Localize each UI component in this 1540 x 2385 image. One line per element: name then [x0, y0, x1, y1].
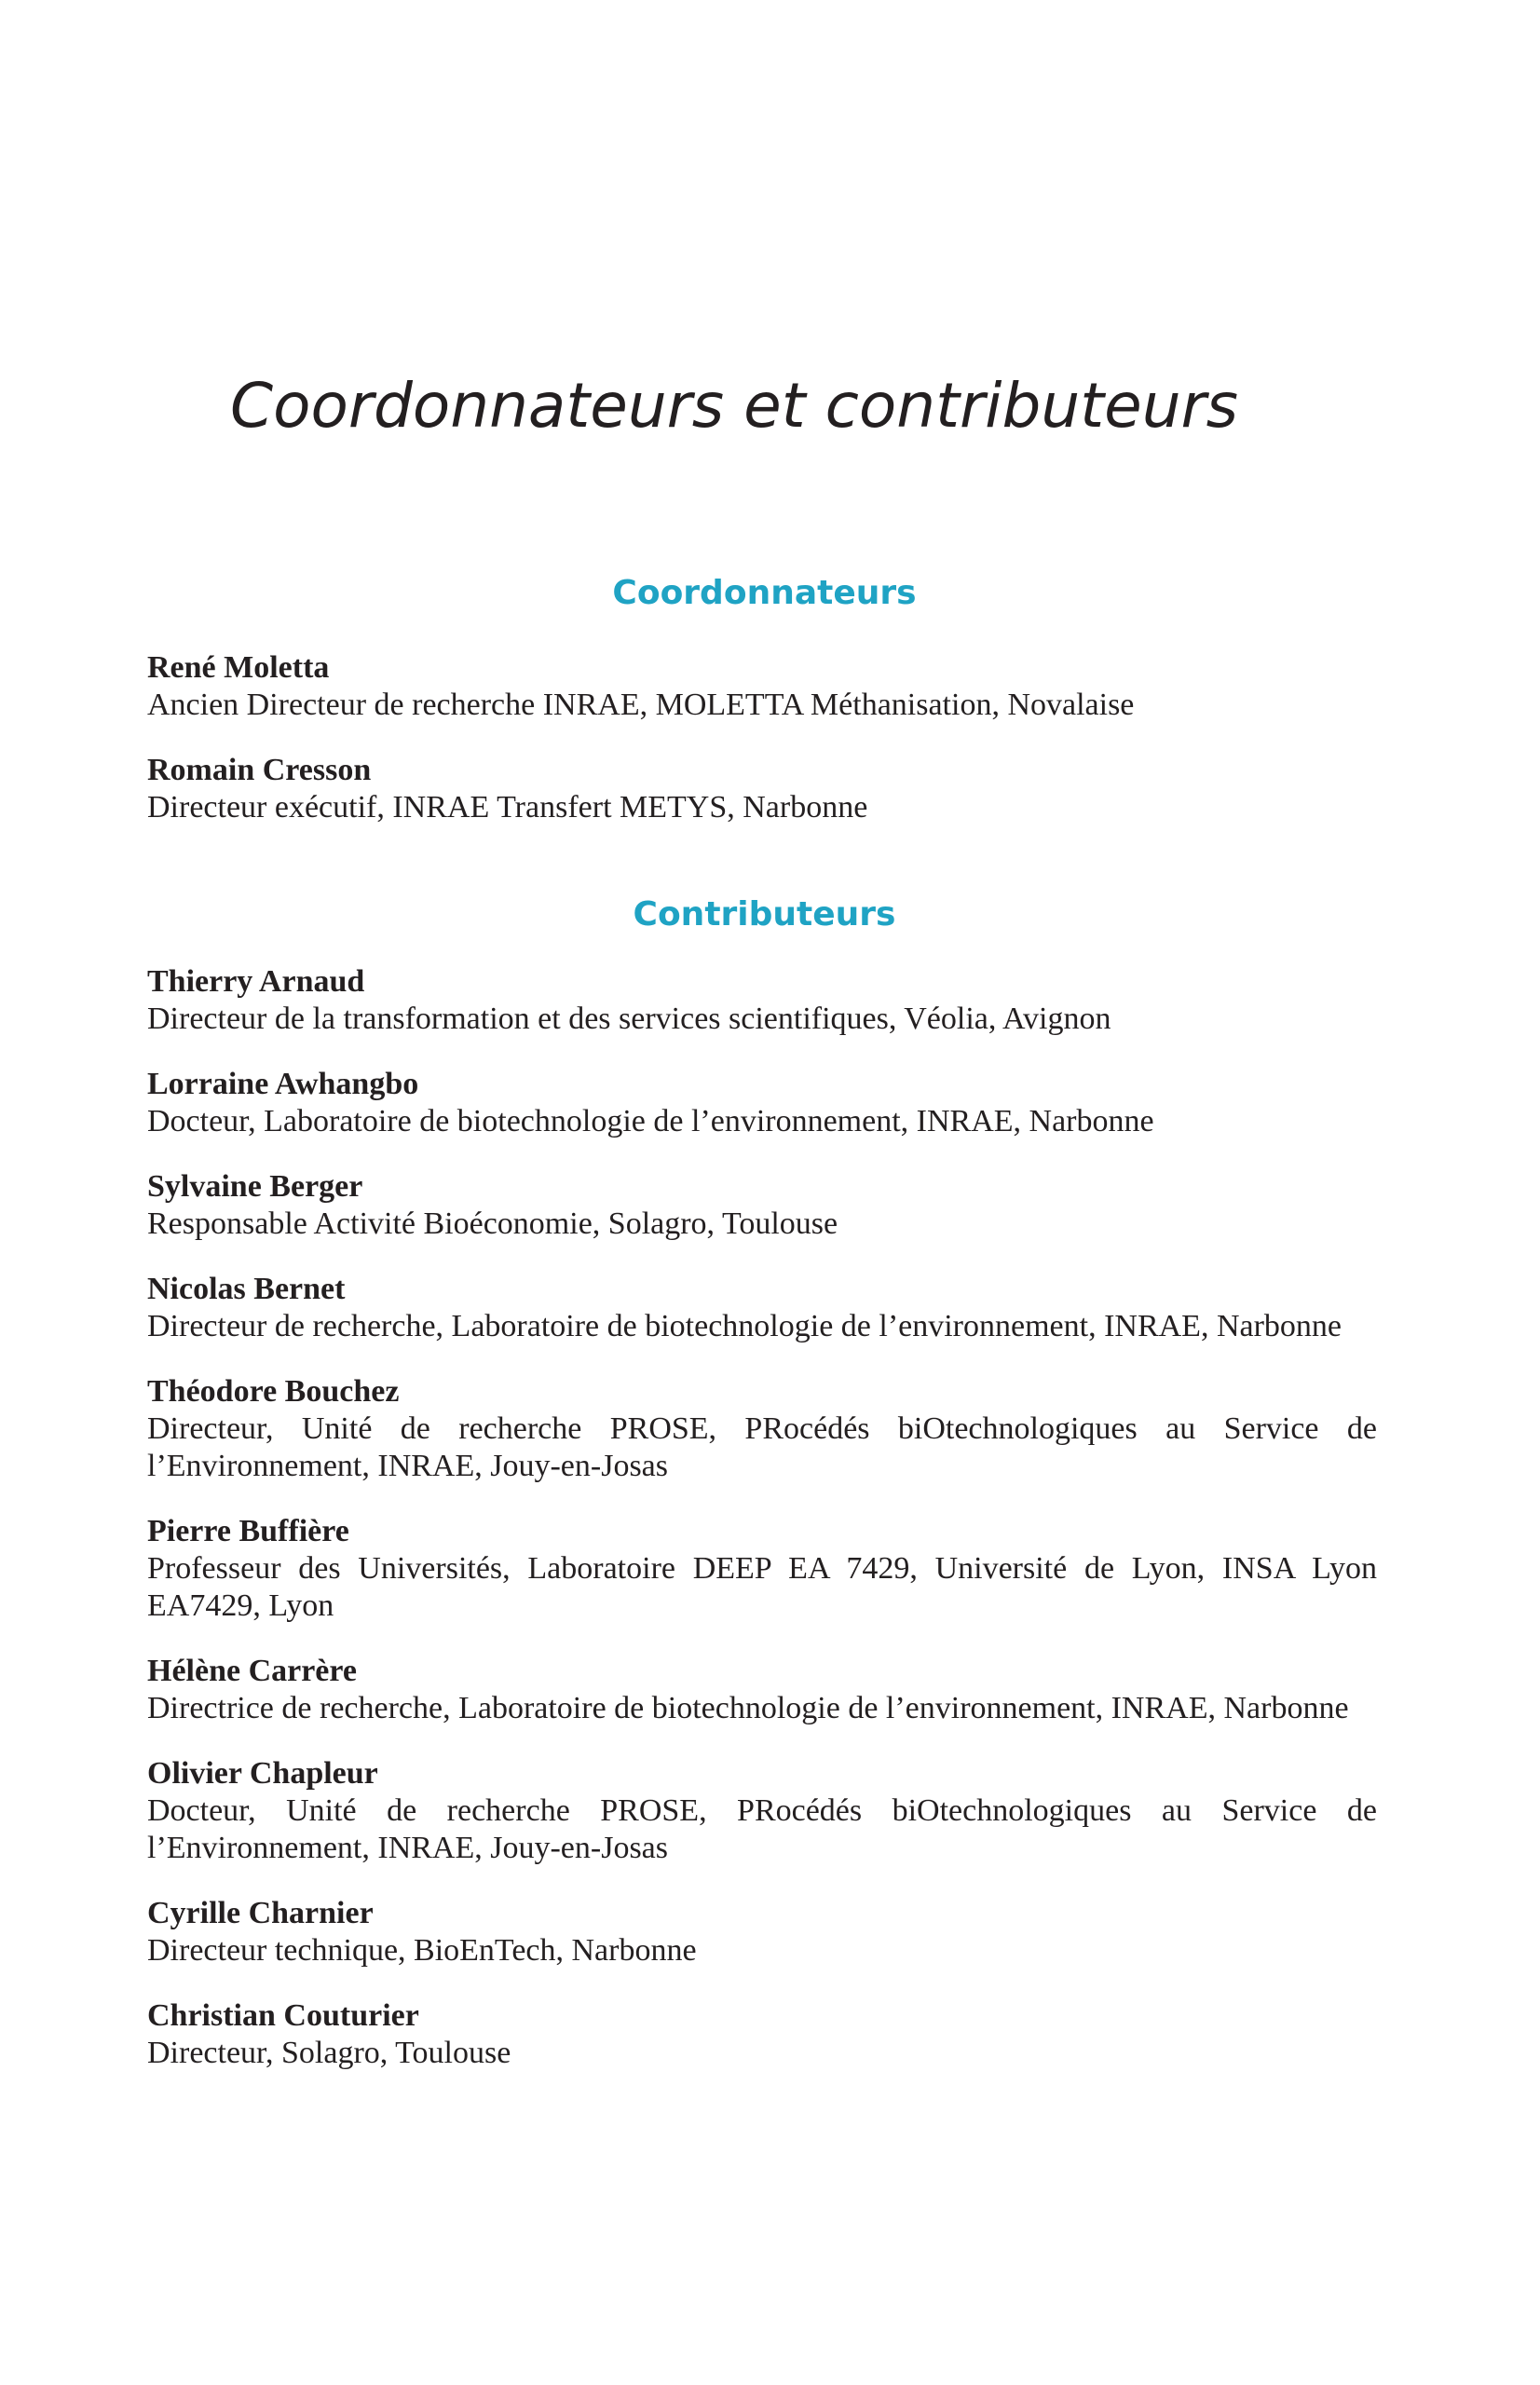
person-name: Pierre Buffière	[147, 1514, 349, 1548]
contributor-entry	[147, 1755, 1377, 1867]
coordinator-entry	[147, 752, 1377, 826]
person-name: Théodore Bouchez	[147, 1374, 400, 1409]
coordinators-section	[147, 573, 1377, 826]
contributor-entry	[147, 1895, 1377, 1969]
person-name: Cyrille Charnier	[147, 1896, 374, 1930]
person-affiliation: Directeur, Solagro, Toulouse	[147, 2036, 511, 2070]
contributor-entry	[147, 963, 1377, 1038]
contributors-section	[147, 894, 1377, 2072]
person-name: Sylvaine Berger	[147, 1169, 363, 1204]
person-affiliation: Docteur, Unité de recherche PROSE, PRocédés biOtechnologiques au Service de l’Environnement, INRAE, Jouy-en-Josas	[147, 1793, 1377, 1865]
person-name: Nicolas Bernet	[147, 1272, 346, 1306]
person-affiliation: Directeur, Unité de recherche PROSE, PRocédés biOtechnologiques au Service de l’Environnement, INRAE, Jouy-en-Josas	[147, 1411, 1377, 1483]
contributor-entry	[147, 1271, 1377, 1345]
person-affiliation: Directeur de recherche, Laboratoire de biotechnologie de l’environnement, INRAE, Narbonne	[147, 1309, 1342, 1343]
person-affiliation: Professeur des Universités, Laboratoire DEEP EA 7429, Université de Lyon, INSA Lyon EA7429, Lyon	[147, 1551, 1377, 1623]
coordinator-entry	[147, 649, 1377, 724]
person-name: René Moletta	[147, 650, 330, 685]
coordinators-heading: Coordonnateurs	[612, 574, 917, 612]
person-affiliation: Directrice de recherche, Laboratoire de biotechnologie de l’environnement, INRAE, Narbonne	[147, 1691, 1349, 1725]
person-affiliation: Ancien Directeur de recherche INRAE, MOLETTA Méthanisation, Novalaise	[147, 688, 1135, 722]
contributor-entry	[147, 1168, 1377, 1243]
contributor-entry	[147, 1513, 1377, 1625]
person-affiliation: Directeur exécutif, INRAE Transfert METYS, Narbonne	[147, 790, 868, 825]
person-name: Lorraine Awhangbo	[147, 1067, 419, 1101]
page-title: Coordonnateurs et contributeurs	[230, 370, 1239, 442]
contributor-entry	[147, 1373, 1377, 1485]
contributor-entry	[147, 1653, 1377, 1727]
person-name: Romain Cresson	[147, 753, 372, 787]
contributors-list	[147, 573, 1377, 2100]
person-affiliation: Responsable Activité Bioéconomie, Solagro, Toulouse	[147, 1206, 838, 1241]
person-name: Olivier Chapleur	[147, 1756, 378, 1791]
contributor-entry	[147, 1066, 1377, 1140]
person-name: Thierry Arnaud	[147, 964, 365, 999]
person-affiliation: Docteur, Laboratoire de biotechnologie de l’environnement, INRAE, Narbonne	[147, 1104, 1154, 1138]
contributors-heading: Contributeurs	[633, 895, 896, 934]
person-name: Christian Couturier	[147, 1998, 419, 2033]
person-affiliation: Directeur technique, BioEnTech, Narbonne	[147, 1933, 697, 1968]
contributor-entry	[147, 1997, 1377, 2072]
person-name: Hélène Carrère	[147, 1654, 357, 1688]
person-affiliation: Directeur de la transformation et des services scientifiques, Véolia, Avignon	[147, 1002, 1111, 1036]
